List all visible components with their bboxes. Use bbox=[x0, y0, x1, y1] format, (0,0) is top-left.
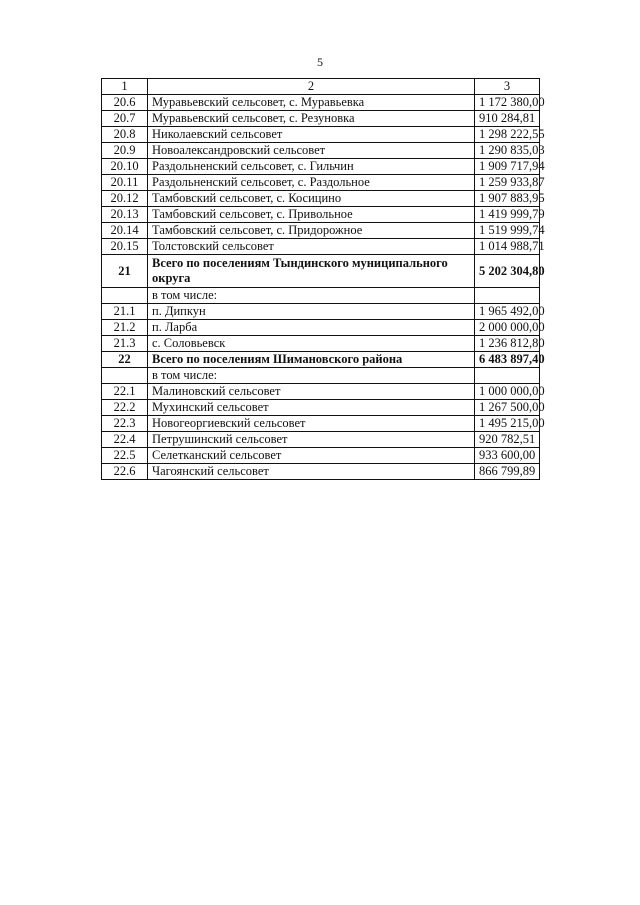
amount-value: 866 799,89 bbox=[475, 464, 540, 480]
settlement-name: Николаевский сельсовет bbox=[148, 127, 475, 143]
table-row bbox=[102, 336, 540, 352]
row-number: 20.8 bbox=[102, 127, 148, 143]
table-row bbox=[102, 384, 540, 400]
settlement-name: Селетканский сельсовет bbox=[148, 448, 475, 464]
amount-value: 1 965 492,00 bbox=[475, 304, 540, 320]
table-row bbox=[102, 95, 540, 111]
row-number bbox=[102, 368, 148, 384]
table-row bbox=[102, 175, 540, 191]
table-row bbox=[102, 432, 540, 448]
settlement-name: в том числе: bbox=[148, 368, 475, 384]
amount-value: 1 298 222,55 bbox=[475, 127, 540, 143]
amount-value: 1 236 812,80 bbox=[475, 336, 540, 352]
page-number: 5 bbox=[317, 55, 323, 69]
settlement-name: с. Соловьевск bbox=[148, 336, 475, 352]
row-number: 20.10 bbox=[102, 159, 148, 175]
table-row bbox=[102, 400, 540, 416]
settlement-name: п. Дипкун bbox=[148, 304, 475, 320]
row-number: 21.1 bbox=[102, 304, 148, 320]
table-row bbox=[102, 191, 540, 207]
settlement-name: Тамбовский сельсовет, с. Косицино bbox=[148, 191, 475, 207]
table-row bbox=[102, 320, 540, 336]
row-number: 22.6 bbox=[102, 464, 148, 480]
table-header bbox=[102, 79, 540, 95]
row-number bbox=[102, 288, 148, 304]
header-col-1: 1 bbox=[102, 79, 148, 95]
header-col-3: 3 bbox=[475, 79, 540, 95]
row-number: 22.4 bbox=[102, 432, 148, 448]
table-row bbox=[102, 223, 540, 239]
settlement-name: Раздольненский сельсовет, с. Гильчин bbox=[148, 159, 475, 175]
row-number: 20.11 bbox=[102, 175, 148, 191]
row-number: 21 bbox=[102, 255, 148, 288]
amount-value: 1 000 000,00 bbox=[475, 384, 540, 400]
row-number: 22.5 bbox=[102, 448, 148, 464]
row-number: 22.3 bbox=[102, 416, 148, 432]
row-number: 20.9 bbox=[102, 143, 148, 159]
table-row bbox=[102, 304, 540, 320]
settlement-name: Муравьевский сельсовет, с. Муравьевка bbox=[148, 95, 475, 111]
table-row bbox=[102, 127, 540, 143]
settlement-name: Всего по поселениям Шимановского района bbox=[148, 352, 475, 368]
row-number: 20.15 bbox=[102, 239, 148, 255]
header-row bbox=[102, 79, 540, 95]
settlement-name: в том числе: bbox=[148, 288, 475, 304]
amount-value: 1 419 999,79 bbox=[475, 207, 540, 223]
settlement-name: Всего по поселениям Тындинского муниципального округа bbox=[148, 255, 475, 288]
amount-value bbox=[475, 288, 540, 304]
table-row bbox=[102, 239, 540, 255]
row-number: 20.6 bbox=[102, 95, 148, 111]
settlement-name: Толстовский сельсовет bbox=[148, 239, 475, 255]
row-number: 22.2 bbox=[102, 400, 148, 416]
amount-value: 920 782,51 bbox=[475, 432, 540, 448]
header-col-2: 2 bbox=[148, 79, 475, 95]
row-number: 20.7 bbox=[102, 111, 148, 127]
table-row bbox=[102, 288, 540, 304]
settlement-name: Петрушинский сельсовет bbox=[148, 432, 475, 448]
settlement-name: Малиновский сельсовет bbox=[148, 384, 475, 400]
amount-value: 1 172 380,00 bbox=[475, 95, 540, 111]
row-number: 20.12 bbox=[102, 191, 148, 207]
table-row bbox=[102, 207, 540, 223]
budget-table bbox=[101, 78, 545, 480]
settlement-name: Новогеоргиевский сельсовет bbox=[148, 416, 475, 432]
amount-value: 5 202 304,80 bbox=[475, 255, 540, 288]
settlement-name: Чагоянский сельсовет bbox=[148, 464, 475, 480]
amount-value: 1 907 883,95 bbox=[475, 191, 540, 207]
table-row bbox=[102, 416, 540, 432]
table-row bbox=[102, 159, 540, 175]
row-number: 21.2 bbox=[102, 320, 148, 336]
amount-value: 933 600,00 bbox=[475, 448, 540, 464]
table-row bbox=[102, 111, 540, 127]
amount-value: 910 284,81 bbox=[475, 111, 540, 127]
table-row bbox=[102, 143, 540, 159]
settlement-name: Муравьевский сельсовет, с. Резуновка bbox=[148, 111, 475, 127]
amount-value: 1 909 717,94 bbox=[475, 159, 540, 175]
amount-value bbox=[475, 368, 540, 384]
settlement-name: Тамбовский сельсовет, с. Привольное bbox=[148, 207, 475, 223]
table-body bbox=[102, 95, 545, 480]
row-number: 21.3 bbox=[102, 336, 148, 352]
row-number: 22.1 bbox=[102, 384, 148, 400]
amount-value: 6 483 897,40 bbox=[475, 352, 540, 368]
amount-value: 2 000 000,00 bbox=[475, 320, 540, 336]
table-row bbox=[102, 464, 540, 480]
settlement-name: Новоалександровский сельсовет bbox=[148, 143, 475, 159]
table-row bbox=[102, 368, 540, 384]
row-number: 20.13 bbox=[102, 207, 148, 223]
table-row bbox=[102, 448, 540, 464]
amount-value: 1 259 933,87 bbox=[475, 175, 540, 191]
settlement-name: Мухинский сельсовет bbox=[148, 400, 475, 416]
settlement-name: п. Ларба bbox=[148, 320, 475, 336]
row-number: 22 bbox=[102, 352, 148, 368]
settlement-name: Раздольненский сельсовет, с. Раздольное bbox=[148, 175, 475, 191]
settlement-name: Тамбовский сельсовет, с. Придорожное bbox=[148, 223, 475, 239]
amount-value: 1 014 988,71 bbox=[475, 239, 540, 255]
amount-value: 1 519 999,74 bbox=[475, 223, 540, 239]
amount-value: 1 267 500,00 bbox=[475, 400, 540, 416]
amount-value: 1 495 215,00 bbox=[475, 416, 540, 432]
table-row bbox=[102, 255, 540, 288]
row-number: 20.14 bbox=[102, 223, 148, 239]
amount-value: 1 290 835,03 bbox=[475, 143, 540, 159]
table-row bbox=[102, 352, 540, 368]
